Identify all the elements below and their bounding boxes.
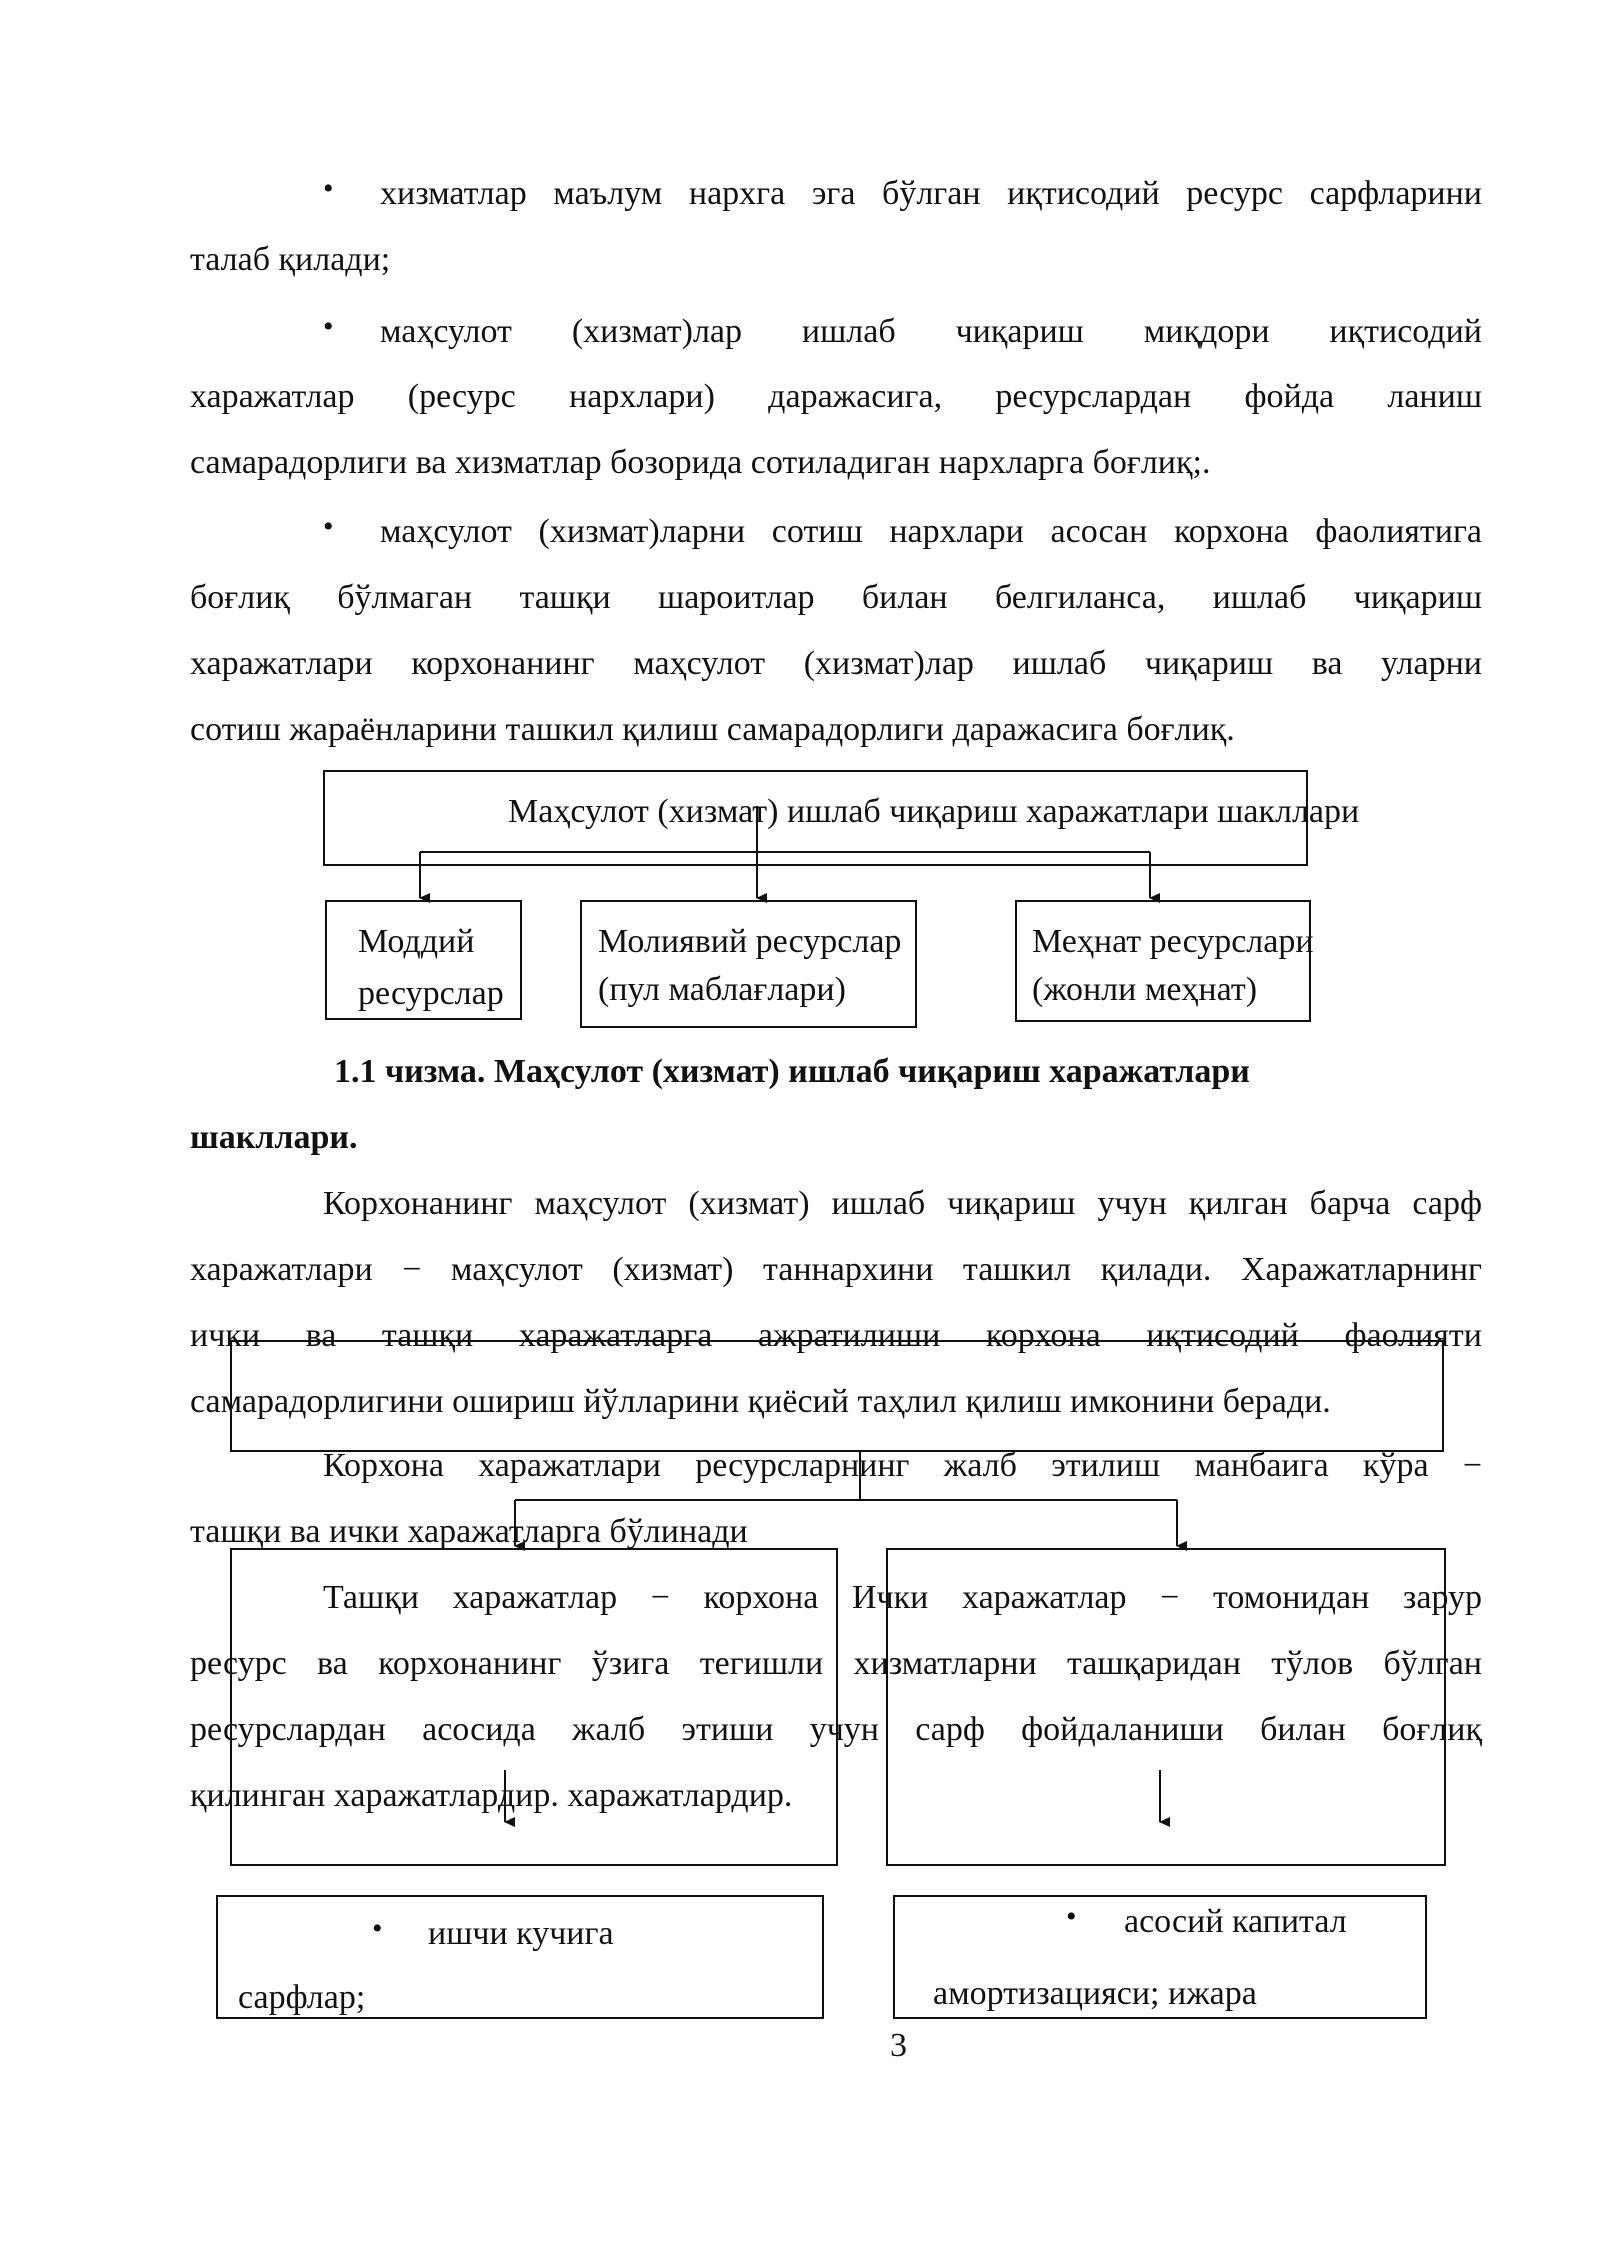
figure-caption-line-1: 1.1 чизма. Маҳсулот (хизмат) ишлаб чиқариш харажатлари — [334, 1053, 1250, 1090]
bullet-3-line-4: сотиш жараёнларини ташкил қилиш самарадорлиги даражасига боғлиқ. — [190, 711, 1235, 748]
labor-expenses-line-1: ишчи кучига — [428, 1915, 614, 1952]
fixed-capital-line-2: амортизацияси; ижара — [933, 1975, 1257, 2012]
bullet-marker: • — [323, 510, 334, 543]
body-p1-line-1: Корхонанинг маҳсулот (хизмат) ишлаб чиқариш учун қилган барча сарф — [323, 1185, 1482, 1222]
diagram-box-material-line-2: ресурслар — [358, 975, 504, 1012]
bullet-marker: • — [323, 310, 334, 343]
body-p2-line-1: Корхона харажатлари ресурсларнинг жалб этилиш манбаига кўра − — [323, 1447, 1482, 1484]
diagram2-top-box — [230, 1340, 1444, 1452]
bullet-3-line-1: маҳсулот (хизмат)ларни сотиш нархлари асосан корхона фаолиятига — [380, 513, 1482, 550]
labor-expenses-line-2: сарфлар; — [238, 1979, 366, 2016]
body-p3-line-2: ресурс ва корхонанинг ўзига тегишли хизматларни ташқаридан тўлов бўлган — [190, 1645, 1482, 1682]
bullet-3-line-2: боғлиқ бўлмаган ташқи шароитлар билан белгиланса, ишлаб чиқариш — [190, 579, 1482, 616]
body-p1-line-2: харажатлари − маҳсулот (хизмат) таннархини ташкил қилади. Харажатларнинг — [190, 1251, 1482, 1288]
diagram-box-labor-line-1: Меҳнат ресурслари — [1032, 923, 1314, 960]
body-p1-line-3: ички ва ташқи харажатларга ажратилиши корхона иқтисодий фаолияти — [190, 1317, 1482, 1354]
bullet-marker: • — [1066, 1900, 1077, 1933]
figure-caption-line-2: шакллари. — [190, 1119, 358, 1156]
diagram-box-material-line-1: Моддий — [358, 923, 475, 960]
bullet-1-line-2: талаб қилади; — [190, 241, 391, 278]
bullet-2-line-3: самарадорлиги ва хизматлар бозорида сотиладиган нархларга боғлиқ;. — [190, 444, 1211, 481]
bullet-2-line-2: харажатлар (ресурс нархлари) даражасига, ресурслардан фойда ланиш — [190, 378, 1482, 415]
body-p2-line-2: ташқи ва ички харажатларга бўлинади — [190, 1513, 748, 1550]
body-p3-line-4: қилинган харажатлардир. харажатлардир. — [190, 1777, 793, 1814]
body-p1-line-4: самарадорлигини ошириш йўлларини қиёсий таҳлил қилиш имконини беради. — [190, 1383, 1331, 1420]
body-p3-line-1: Ташқи харажатлар − корхона Ички харажатлар − томонидан зарур — [323, 1579, 1482, 1616]
diagram-box-labor-line-2: (жонли меҳнат) — [1032, 971, 1258, 1008]
bullet-marker: • — [372, 1912, 383, 1945]
bullet-3-line-3: харажатлари корхонанинг маҳсулот (хизмат)лар ишлаб чиқариш ва уларни — [190, 645, 1482, 682]
fixed-capital-line-1: асосий капитал — [1124, 1903, 1347, 1940]
diagram-box-financial-line-1: Молиявий ресурслар — [598, 923, 902, 960]
body-p3-line-3: ресурслардан асосида жалб этиши учун сарф фойдаланиши билан боғлиқ — [190, 1711, 1482, 1748]
diagram-top-label: Маҳсулот (хизмат) ишлаб чиқариш харажатлари шакллари — [508, 793, 1360, 830]
bullet-marker: • — [323, 172, 334, 205]
page-number: 3 — [890, 2027, 907, 2064]
bullet-2-line-1: маҳсулот (хизмат)лар ишлаб чиқариш миқдори иқтисодий — [380, 313, 1482, 350]
bullet-1-line-1: хизматлар маълум нархга эга бўлган иқтисодий ресурс сарфларини — [380, 175, 1482, 212]
diagram-box-financial-line-2: (пул маблағлари) — [598, 971, 846, 1008]
